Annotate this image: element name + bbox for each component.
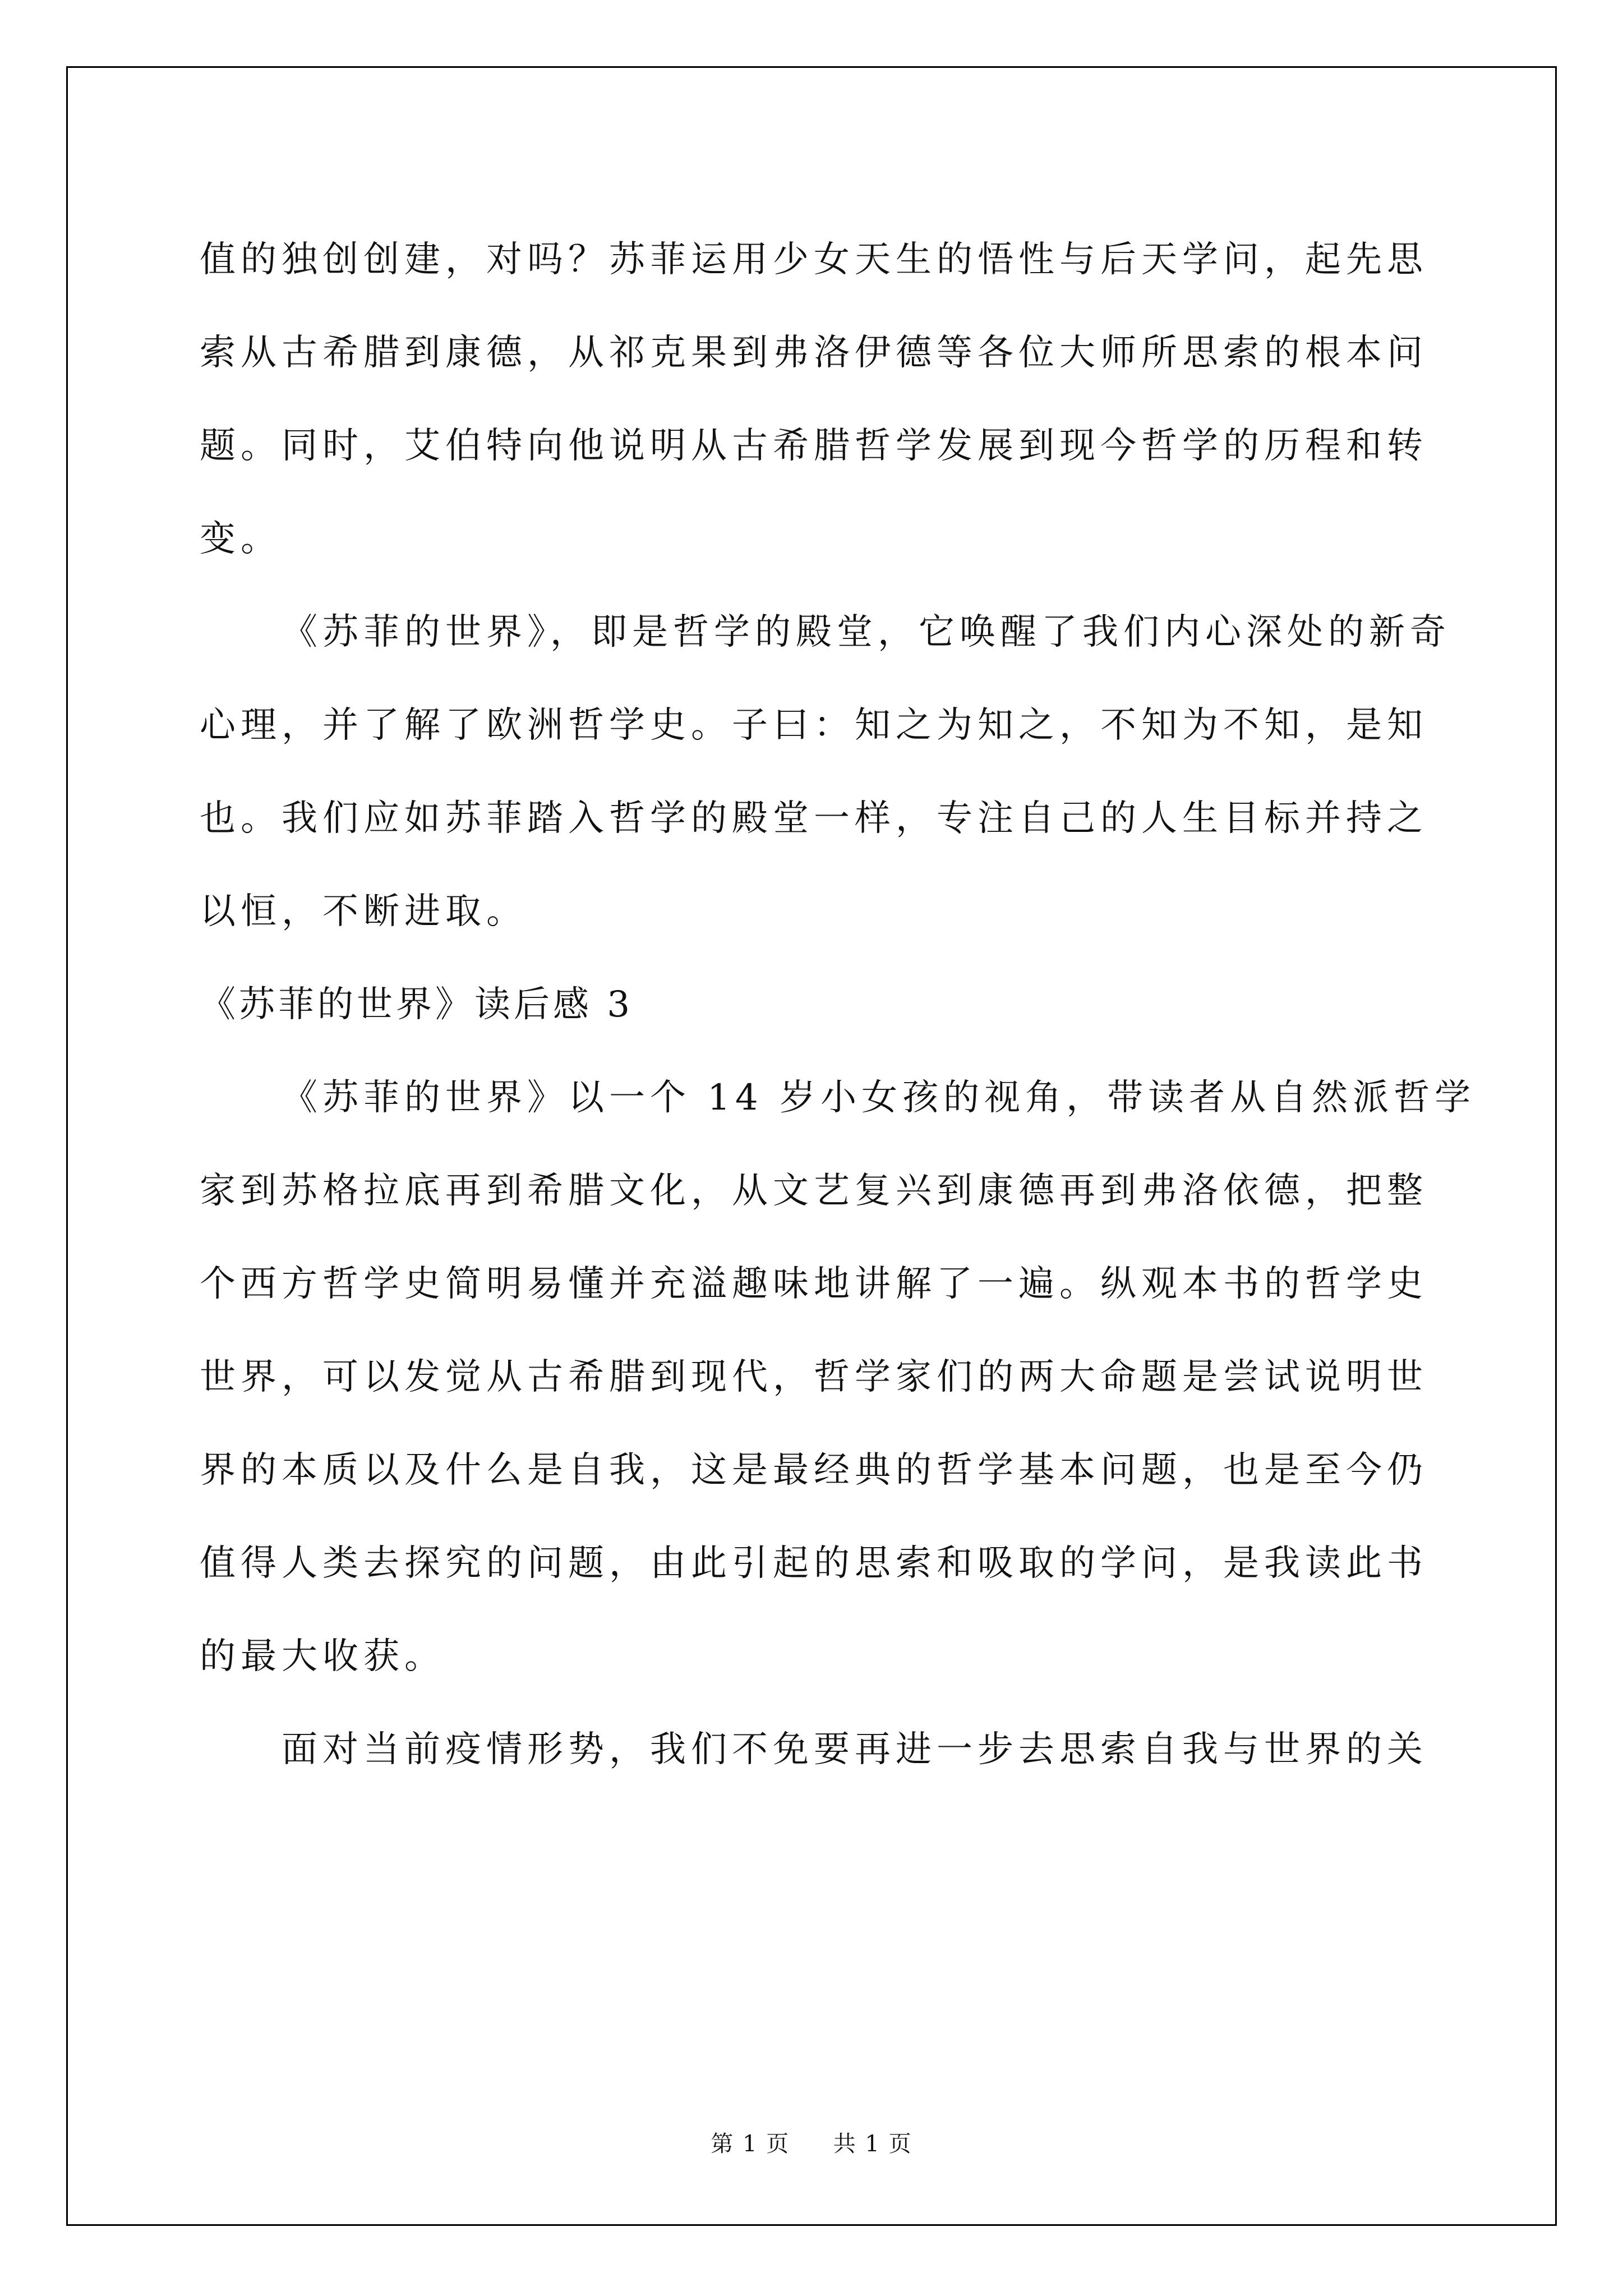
paragraph-start-line: 《苏菲的世界》以一个 14 岁小女孩的视角，带读者从自然派哲学 — [282, 1077, 1476, 1119]
text-line: 世界，可以发觉从古希腊到现代，哲学家们的两大命题是尝试说明世 — [200, 1356, 1428, 1398]
text-line: 值的独创创建，对吗？苏菲运用少女天生的悟性与后天学问，起先思 — [200, 239, 1428, 280]
paragraph-start-line: 面对当前疫情形势，我们不免要再进一步去思索自我与世界的关 — [282, 1729, 1428, 1770]
text-line: 家到苏格拉底再到希腊文化，从文艺复兴到康德再到弗洛依德，把整 — [200, 1170, 1428, 1212]
text-line: 的最大收获。 — [200, 1636, 445, 1677]
document-body — [200, 213, 1476, 1796]
text-line: 题。同时，艾伯特向他说明从古希腊哲学发展到现今哲学的历程和转 — [200, 425, 1428, 467]
text-line: 以恒，不断进取。 — [200, 891, 527, 932]
text-line: 值得人类去探究的问题，由此引起的思索和吸取的学问，是我读此书 — [200, 1543, 1428, 1584]
page-number: 第 1 页 — [711, 2131, 790, 2157]
paragraph-start-line: 《苏菲的世界》，即是哲学的殿堂，它唤醒了我们内心深处的新奇 — [282, 611, 1451, 653]
text-line: 索从古希腊到康德，从祁克果到弗洛伊德等各位大师所思索的根本问 — [200, 332, 1428, 374]
page-footer — [0, 2126, 1623, 2158]
page-total: 共 1 页 — [833, 2131, 912, 2157]
text-line: 个西方哲学史简明易懂并充溢趣味地讲解了一遍。纵观本书的哲学史 — [200, 1263, 1428, 1305]
text-line: 变。 — [200, 518, 282, 560]
text-line: 也。我们应如苏菲踏入哲学的殿堂一样，专注自己的人生目标并持之 — [200, 798, 1428, 839]
section-heading: 《苏菲的世界》读后感 3 — [200, 984, 634, 1025]
text-line: 界的本质以及什么是自我，这是最经典的哲学基本问题，也是至今仍 — [200, 1450, 1428, 1491]
text-line: 心理，并了解了欧洲哲学史。子曰：知之为知之，不知为不知，是知 — [200, 705, 1428, 746]
